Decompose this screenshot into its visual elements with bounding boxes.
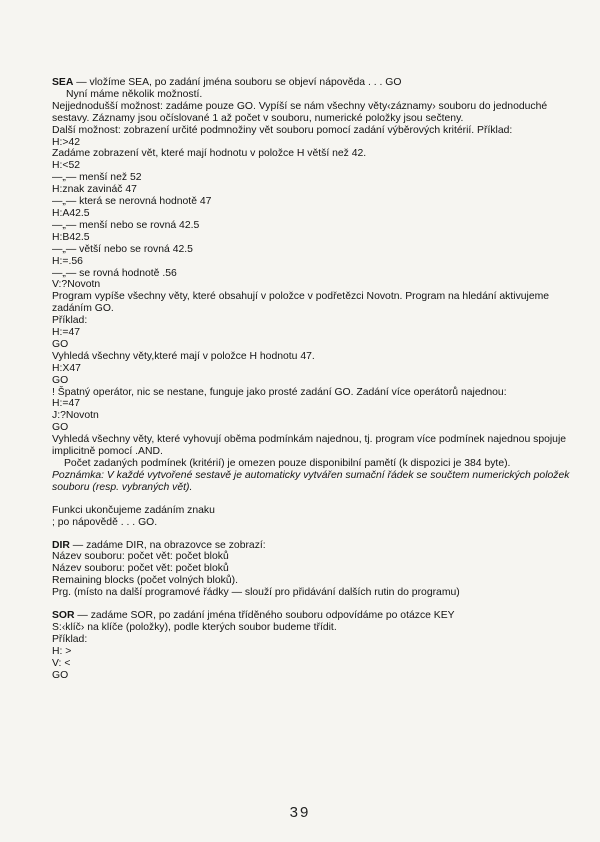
dir-heading — [52, 540, 572, 552]
sea-line-22: GO — [52, 374, 69, 386]
sor-heading — [52, 610, 572, 622]
sea-line-7: H:znak zavináč 47 — [52, 184, 137, 196]
sea-line-12: —„— větší nebo se rovná 42.5 — [52, 243, 193, 255]
dir-line-2: Remaining blocks (počet volných bloků). — [52, 575, 238, 587]
sor-line-1: Příklad: — [52, 633, 88, 645]
page-number: 39 — [289, 804, 311, 821]
dir-intro: — zadáme DIR, na obrazovce se zobrazí: — [69, 539, 266, 551]
sea-line-8: —„— která se nerovná hodnotě 47 — [52, 196, 212, 208]
sea-line-20: Vyhledá všechny věty,které mají v položce H hodnotu 47. — [52, 350, 315, 362]
sea-line-3: H:>42 — [52, 136, 81, 148]
sea-line-11: H:B42.5 — [52, 231, 90, 243]
sea-line-16: Program vypíše všechny věty, které obsahují v položce v podřetězci Novotn. Program na hledání aktivujeme zadáním GO. — [52, 291, 550, 315]
sea-dash: — — [73, 77, 90, 88]
sea-line-4: Zadáme zobrazení vět, které mají hodnotu v položce H větší než 42. — [52, 148, 367, 160]
sea-line-14: —„— se rovná hodnotě .56 — [52, 267, 177, 279]
sor-keyword: SOR — [52, 610, 75, 622]
sea-line-18: H:=47 — [52, 327, 81, 339]
sea-line-5: H:<52 — [52, 160, 81, 172]
sea-note: Poznámka: V každé vytvořené sestavě je automaticky vytvářen sumační řádek se součtem numerických položek souboru (resp. vybraných vět). — [52, 469, 570, 493]
sor-line-2: H: > — [52, 645, 72, 657]
dir-line-1: Název souboru: počet vět: počet bloků — [52, 563, 229, 575]
spacer — [52, 599, 572, 610]
sea-line-0: Nyní máme několik možností. — [66, 88, 203, 100]
sea-line-15: V:?Novotn — [52, 279, 101, 291]
sea-line-28: Počet zadaných podmínek (kritérií) je omezen pouze disponibilní pamětí (k dispozici je 384 byte). — [64, 458, 511, 469]
sea-intro: vložíme SEA, po zadání jména souboru se objeví nápověda . . . GO — [89, 77, 402, 88]
sea-line-26: GO — [52, 422, 69, 434]
sea-end-line-1: ; po nápovědě . . . GO. — [52, 516, 158, 528]
dir-line-0: Název souboru: počet vět: počet bloků — [52, 551, 229, 563]
sea-line-21: H:X47 — [52, 362, 81, 374]
sea-line-6: —„— menší než 52 — [52, 172, 142, 184]
sea-line-24: H:=47 — [52, 398, 81, 410]
sor-line-0: S:‹klíč› na klíče (položky), podle kterých soubor budeme třídit. — [52, 621, 337, 633]
dir-line-3: Prg. (místo na další programové řádky — slouží pro přidávání dalších rutin do programu) — [52, 587, 460, 599]
sea-heading — [52, 77, 572, 89]
sea-line-13: H:=.56 — [52, 255, 83, 267]
spacer — [52, 494, 572, 505]
spacer — [52, 529, 572, 540]
sea-line-9: H:A42.5 — [52, 207, 90, 219]
sor-intro: — zadáme SOR, po zadání jména tříděného souboru odpovídáme po otázce KEY — [74, 610, 455, 622]
page-content — [52, 77, 572, 682]
sea-line-17: Příklad: — [52, 315, 88, 327]
sea-line-27: Vyhledá všechny věty, které vyhovují oběma podmínkám najednou, tj. program více podmínek najednou spojuje implicitně pomocí .AND. — [52, 434, 567, 458]
sea-line-10: —„— menší nebo se rovná 42.5 — [52, 219, 200, 231]
dir-keyword: DIR — [52, 539, 70, 551]
sea-line-2: Další možnost: zobrazení určité podmnožiny vět souboru pomocí zadání výběrových kritérií. Příklad: — [52, 124, 513, 136]
sor-line-3: V: < — [52, 657, 71, 669]
sea-end-line-0: Funkci ukončujeme zadáním znaku — [52, 504, 215, 516]
sor-line-4: GO — [52, 669, 69, 681]
sea-line-1: Nejjednodušší možnost: zadáme pouze GO. Vypíší se nám všechny věty‹záznamy› souboru do jednoduché sestavy. Záznamy jsou očíslované 1 až počet v souboru, numerické položky jsou sečteny. — [52, 100, 548, 124]
sea-line-19: GO — [52, 338, 69, 350]
sea-line-23: ! Špatný operátor, nic se nestane, funguje jako prosté zadání GO. Zadání více operátorů najednou: — [52, 386, 507, 398]
sea-line-25: J:?Novotn — [52, 410, 99, 422]
sea-keyword: SEA — [52, 77, 74, 88]
